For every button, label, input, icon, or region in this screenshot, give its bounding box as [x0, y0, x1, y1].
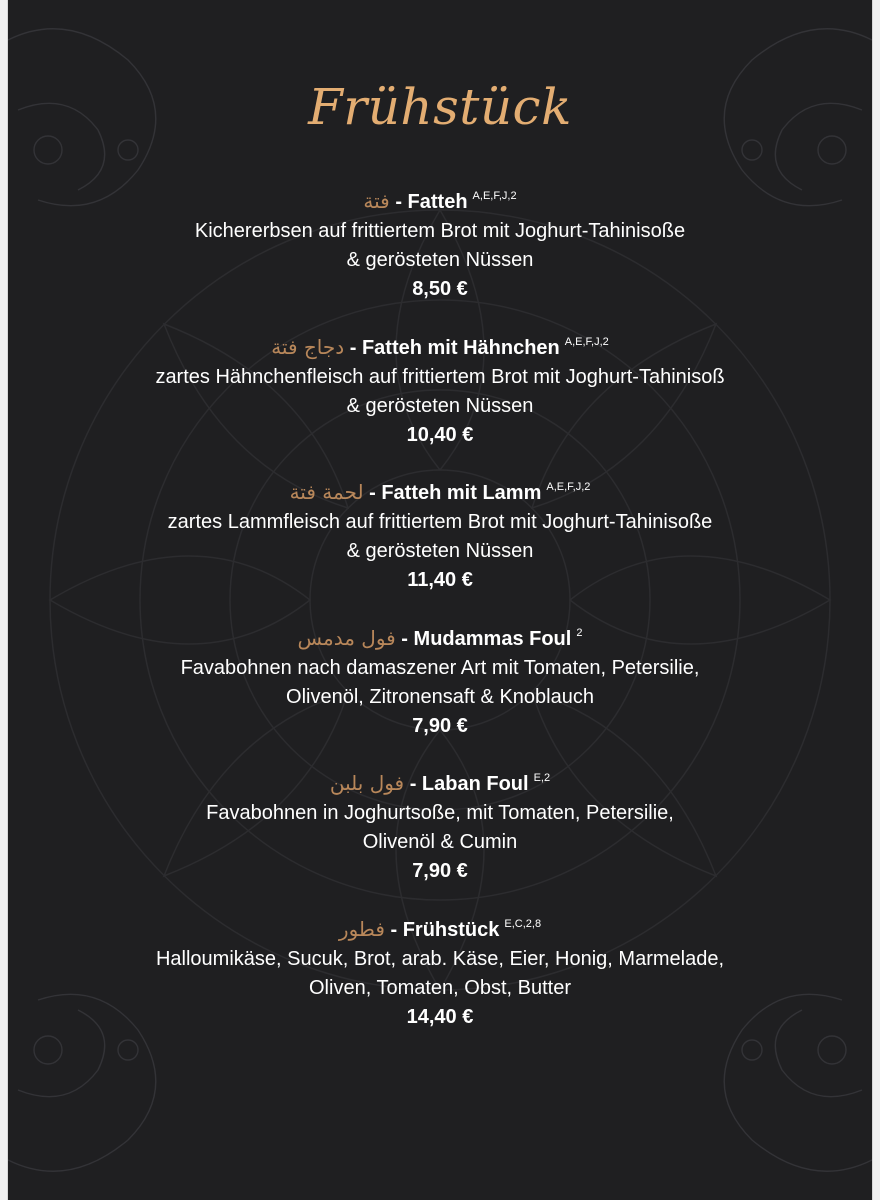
menu-item-fatteh-lamm — [8, 478, 872, 624]
name-separator: - — [369, 482, 376, 505]
menu-item-laban-foul — [8, 769, 872, 915]
allergen-codes: A,E,F,J,2 — [546, 481, 591, 494]
menu-item-mudammas-foul — [8, 624, 872, 770]
menu-item-heading — [8, 187, 872, 217]
description-line: & gerösteten Nüssen — [346, 394, 534, 417]
price: 10,40 € — [406, 423, 474, 446]
menu-item-fruehstueck — [8, 915, 872, 1061]
allergen-codes: A,E,F,J,2 — [564, 335, 609, 348]
dish-name: Laban Foul — [421, 773, 529, 796]
menu-item-heading — [8, 478, 872, 508]
menu-item-heading — [8, 915, 872, 945]
dish-name: Fatteh — [407, 191, 468, 213]
menu-page — [8, 0, 872, 1200]
arabic-name: دجاج فتة — [271, 334, 345, 359]
menu-item-fatteh-haehnchen — [8, 333, 872, 479]
name-separator: - — [395, 191, 402, 213]
dish-name: Fatteh mit Hähnchen — [361, 336, 560, 359]
name-separator: - — [401, 627, 408, 650]
description-line: Olivenöl & Cumin — [362, 831, 518, 854]
description-line: Olivenöl, Zitronensaft & Knoblauch — [286, 685, 594, 708]
name-separator: - — [349, 336, 357, 359]
description-line: Favabohnen nach damaszener Art mit Tomaten, Petersilie, — [180, 656, 700, 679]
allergen-codes: E,C,2,8 — [504, 917, 542, 930]
description-line: Oliven, Tomaten, Obst, Butter — [309, 976, 571, 999]
menu-item-list — [8, 187, 872, 1061]
description-line: zartes Lammfleisch auf frittiertem Brot mit Joghurt-Tahinisoße — [167, 511, 713, 534]
description-line: Favabohnen in Joghurtsoße, mit Tomaten, Petersilie, — [206, 802, 674, 825]
arabic-name: فول مدمس — [297, 625, 396, 650]
allergen-codes: A,E,F,J,2 — [472, 190, 517, 202]
arabic-name: فول بلبن — [329, 771, 405, 796]
description-line: Kichererbsen auf frittiertem Brot mit Joghurt-Tahinisoße — [194, 220, 686, 242]
description-line: Halloumikäse, Sucuk, Brot, arab. Käse, Eier, Honig, Marmelade, — [155, 947, 725, 970]
price: 14,40 € — [406, 1005, 474, 1028]
price: 8,50 € — [412, 278, 468, 300]
dish-name: Frühstück — [402, 918, 500, 941]
price: 11,40 € — [407, 569, 473, 592]
menu-title: Frühstück — [308, 78, 572, 136]
arabic-name: فتة — [363, 189, 390, 213]
price: 7,90 € — [412, 860, 468, 883]
allergen-codes: E,2 — [533, 772, 551, 785]
menu-item-heading — [8, 769, 872, 799]
menu-item-heading — [8, 333, 872, 363]
description-line: & gerösteten Nüssen — [346, 540, 534, 563]
menu-item-heading — [8, 624, 872, 654]
arabic-name: لحمة فتة — [289, 480, 364, 505]
allergen-codes: 2 — [576, 626, 583, 639]
description-line: & gerösteten Nüssen — [346, 249, 534, 271]
price: 7,90 € — [412, 714, 468, 737]
dish-name: Mudammas Foul — [413, 627, 572, 650]
dish-name: Fatteh mit Lamm — [381, 482, 542, 505]
arabic-name: فطور — [338, 916, 385, 941]
name-separator: - — [390, 918, 398, 941]
name-separator: - — [409, 773, 417, 796]
menu-item-fatteh — [8, 187, 872, 333]
description-line: zartes Hähnchenfleisch auf frittiertem Brot mit Joghurt-Tahinisoß — [155, 365, 725, 388]
